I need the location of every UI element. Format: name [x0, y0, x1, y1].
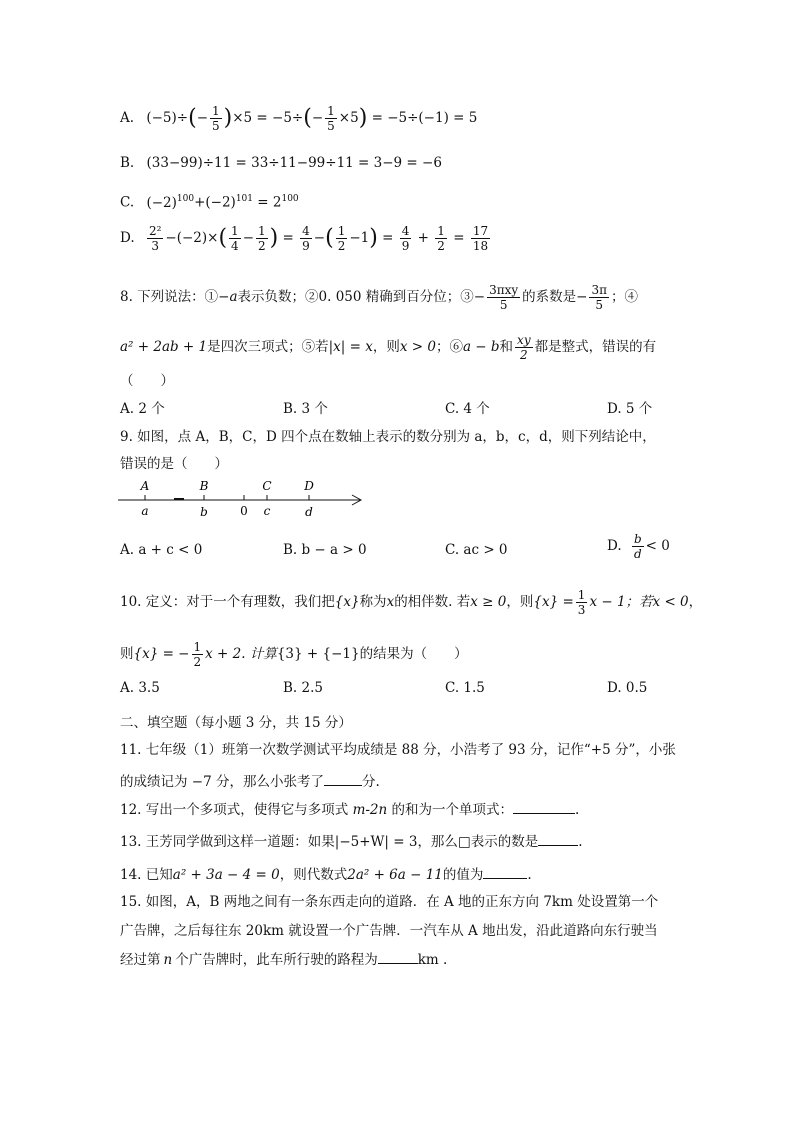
text: . [575, 802, 580, 818]
frac-num: 1 [327, 104, 335, 118]
frac-num: 17 [472, 224, 489, 238]
frac-den: 2 [193, 655, 202, 669]
fraction [210, 104, 222, 133]
frac-den: 2 [337, 239, 346, 253]
text: 的相伴数. 若 [394, 594, 471, 610]
math: a² + 2ab + 1 [120, 339, 208, 355]
exponent: 100 [176, 194, 195, 204]
label-c-upper: C [262, 479, 272, 493]
frac-den: d [633, 547, 642, 561]
text: 8. 下列说法：① [120, 289, 219, 305]
expr-part: = −5÷(−1) = 5 [367, 110, 478, 126]
q14-line [120, 864, 532, 884]
frac-den: 5 [595, 298, 604, 312]
frac-den: 2 [258, 239, 266, 253]
q8-line-1 [120, 283, 638, 312]
q10-line-2 [120, 640, 468, 669]
frac-den: 3 [151, 239, 159, 253]
frac-den: 5 [499, 298, 508, 312]
expr: = [278, 230, 299, 246]
label-zero: 0 [240, 504, 248, 518]
text: 的成绩记为 −7 分，那么小张考了 [120, 774, 324, 790]
fraction [471, 224, 490, 253]
q9-option-d [607, 532, 670, 561]
expr: < 0 [645, 538, 670, 554]
q10-option-b: B. 2.5 [283, 680, 323, 696]
q11-line-1: 11. 七年级（1）班第一次数学测试平均成绩是 88 分，小浩考了 93 分，记作“+5 分”，小张 [120, 742, 676, 758]
q8-option-b: B. 3 个 [283, 401, 328, 417]
section-heading: 二、填空题（每小题 3 分，共 15 分） [120, 715, 352, 731]
math: x < 0 [652, 594, 689, 610]
label-c-lower: c [263, 504, 271, 518]
expr: −(−2)× [165, 230, 219, 246]
frac-den: 9 [302, 239, 310, 253]
exponent: 100 [281, 194, 299, 204]
option-label: D. [120, 230, 135, 246]
box-symbol: □ [457, 834, 471, 850]
frac-den: 4 [231, 239, 239, 253]
frac-num: 2² [148, 224, 162, 238]
text: ，则代数式 [279, 867, 348, 883]
expr: +(−2) [194, 194, 236, 211]
q7-option-c [120, 190, 299, 212]
paren-open: ( [303, 105, 312, 131]
fraction [589, 283, 609, 312]
text: 表示负数；②0. 050 精确到百分位；③ [237, 289, 474, 305]
answer-blank[interactable] [378, 949, 418, 964]
q7-option-d [120, 224, 492, 253]
text: 13. 王芳同学做到这样一道题：如果 [120, 834, 335, 850]
expr: + [413, 230, 434, 246]
frac-num: b [633, 532, 642, 546]
text: 经过第 [120, 952, 161, 968]
math: x [386, 594, 395, 610]
minus-sign: − [311, 110, 324, 126]
math: |−5+W| = 3 [334, 834, 418, 850]
expr: = [448, 230, 469, 246]
fraction [325, 104, 337, 133]
frac-den: 5 [212, 119, 220, 133]
text: 则 [120, 646, 134, 662]
expr: (−2) [146, 194, 177, 211]
frac-num: xy [517, 333, 531, 347]
minus-sign: − [196, 110, 208, 126]
text: 的系数是 [522, 289, 577, 305]
fraction [336, 224, 348, 253]
expr: = [377, 230, 398, 246]
answer-blank[interactable] [513, 799, 575, 814]
text: 是四次三项式；⑤若 [207, 339, 329, 355]
frac-num: 1 [212, 104, 220, 118]
label-d-lower: d [305, 505, 313, 519]
text: ；④ [611, 289, 639, 305]
q7-option-a [120, 104, 477, 133]
fraction [576, 588, 588, 617]
frac-num: 1 [258, 224, 266, 238]
expr: (33−99)÷11 = 33÷11−99÷11 = 3−9 = −6 [146, 155, 442, 171]
math: a − b [462, 339, 500, 355]
frac-den: 2 [520, 348, 528, 362]
option-label: D. [607, 538, 622, 554]
q10-line-1 [120, 588, 702, 617]
text: 都是整式，错误的有 [534, 339, 657, 355]
q10-option-c: C. 1.5 [445, 680, 485, 696]
math: m-2n [352, 802, 388, 818]
math: {3} + {−1} [276, 646, 360, 662]
frac-den: 9 [401, 239, 410, 253]
q8-option-c: C. 4 个 [445, 401, 490, 417]
minus-sign: − [313, 230, 326, 246]
math: a² + 3a − 4 = 0 [172, 867, 280, 883]
text: 分. [361, 774, 380, 790]
answer-blank[interactable] [324, 771, 362, 786]
label-d-upper: D [304, 479, 314, 493]
q15-line-1: 15. 如图，A，B 两地之间有一条东西走向的道路．在 A 地的正东方向 7km 处设置第一个 [120, 894, 659, 910]
frac-num: 1 [337, 224, 346, 238]
fraction [192, 640, 204, 669]
frac-den: 3 [577, 603, 586, 617]
text: 的和为一个单项式： [387, 802, 514, 818]
math: {x} [334, 594, 360, 610]
text: 的值为 [442, 867, 484, 883]
math: |x| = x [328, 339, 373, 355]
paren-close: ) [369, 225, 378, 251]
paren-open: ( [325, 225, 334, 251]
q7-option-b [120, 154, 442, 172]
math: {x} = [533, 594, 574, 610]
text: ，那么 [417, 834, 458, 850]
expr-part: ×5 = −5÷ [232, 110, 304, 126]
q8-answer-paren: （ ） [120, 373, 174, 389]
label-a-upper: A [140, 479, 150, 493]
text: 表示的数是 [470, 834, 539, 850]
q12-line [120, 799, 579, 819]
text: 12. 写出一个多项式，使得它与多项式 [120, 802, 353, 818]
text: ， [688, 594, 703, 610]
frac-num: 3π [591, 283, 608, 297]
fraction [147, 224, 163, 253]
fraction [487, 283, 520, 312]
text: 10. 定义：对于一个有理数，我们把 [120, 594, 335, 610]
frac-num: 1 [231, 224, 239, 238]
q9-line-1: 9. 如图，点 A，B，C，D 四个点在数轴上表示的数分别为 a，b，c，d，则下列结论中， [120, 429, 656, 445]
q15-line-3 [120, 949, 447, 969]
fraction [515, 333, 533, 362]
math: 2a² + 6a − 11 [347, 867, 443, 883]
fraction [632, 532, 644, 561]
q8-option-a: A. 2 个 [120, 401, 165, 417]
text: ，则 [506, 594, 534, 610]
math: n [163, 952, 173, 968]
fraction [400, 224, 412, 253]
text: 的结果为（ ） [359, 646, 468, 662]
paren-close: ) [269, 225, 279, 251]
frac-den: 2 [437, 239, 445, 253]
math: x − 1；若 [589, 594, 653, 610]
option-label: B. [120, 155, 135, 171]
q9-option-c: C. ac > 0 [445, 542, 508, 558]
expr-part: (−5)÷ [146, 110, 189, 126]
paren-close: ) [223, 105, 233, 131]
option-label: A. [120, 110, 135, 126]
frac-num: 3πxy [489, 283, 519, 297]
q8-line-2 [120, 333, 656, 362]
expr-part: ×5 [338, 110, 359, 126]
label-b-lower: b [200, 505, 208, 519]
q10-option-a: A. 3.5 [120, 680, 160, 696]
label-a-lower: a [141, 504, 149, 518]
text: ，则 [372, 339, 400, 355]
q10-option-d: D. 0.5 [607, 680, 648, 696]
number-line [118, 478, 368, 520]
fraction [229, 224, 241, 253]
frac-num: 1 [577, 588, 586, 602]
paren-close: ) [358, 105, 368, 131]
option-label: C. [120, 194, 135, 211]
q8-option-d: D. 5 个 [607, 401, 653, 417]
text: km . [417, 952, 448, 968]
math: {x} = − [133, 646, 190, 662]
q9-option-a: A. a + c < 0 [120, 542, 203, 558]
answer-blank[interactable] [483, 864, 527, 879]
expr: = 2 [253, 194, 282, 211]
fraction [300, 224, 312, 253]
frac-num: 1 [437, 224, 445, 238]
minus-sign: − [242, 230, 254, 246]
frac-num: 4 [302, 224, 310, 238]
frac-num: 4 [401, 224, 410, 238]
frac-num: 1 [193, 640, 202, 654]
math: x + 2. 计算 [205, 646, 277, 662]
math: x ≥ 0 [470, 594, 507, 610]
fraction [256, 224, 268, 253]
paren-open: ( [218, 225, 228, 251]
text: . [578, 834, 583, 850]
paren-open: ( [188, 105, 197, 131]
text: 称为 [359, 594, 387, 610]
label-b-upper: B [199, 479, 209, 493]
text: 个广告牌时，此车所行驶的路程为 [175, 952, 378, 968]
text: . [527, 867, 532, 883]
q11-line-2 [120, 771, 380, 791]
expr: −1 [349, 230, 370, 246]
text: 和 [499, 339, 514, 355]
math: x > 0 [399, 339, 436, 355]
fraction [435, 224, 447, 253]
answer-blank[interactable] [538, 831, 578, 846]
text: 14. 已知 [120, 867, 173, 883]
q9-line-2: 错误的是（ ） [120, 456, 228, 472]
q13-line [120, 831, 583, 851]
frac-den: 5 [327, 119, 335, 133]
q15-line-2: 广告牌，之后每往东 20km 就设置一个广告牌．一汽车从 A 地出发，沿此道路向东行驶当 [120, 923, 658, 939]
exponent: 101 [235, 194, 253, 204]
q9-option-b: B. b − a > 0 [283, 542, 367, 558]
text: ；⑥ [435, 339, 463, 355]
math: −a [218, 289, 238, 305]
frac-den: 18 [472, 239, 489, 253]
minus-sign: − [473, 289, 486, 305]
minus-sign: − [576, 289, 588, 305]
